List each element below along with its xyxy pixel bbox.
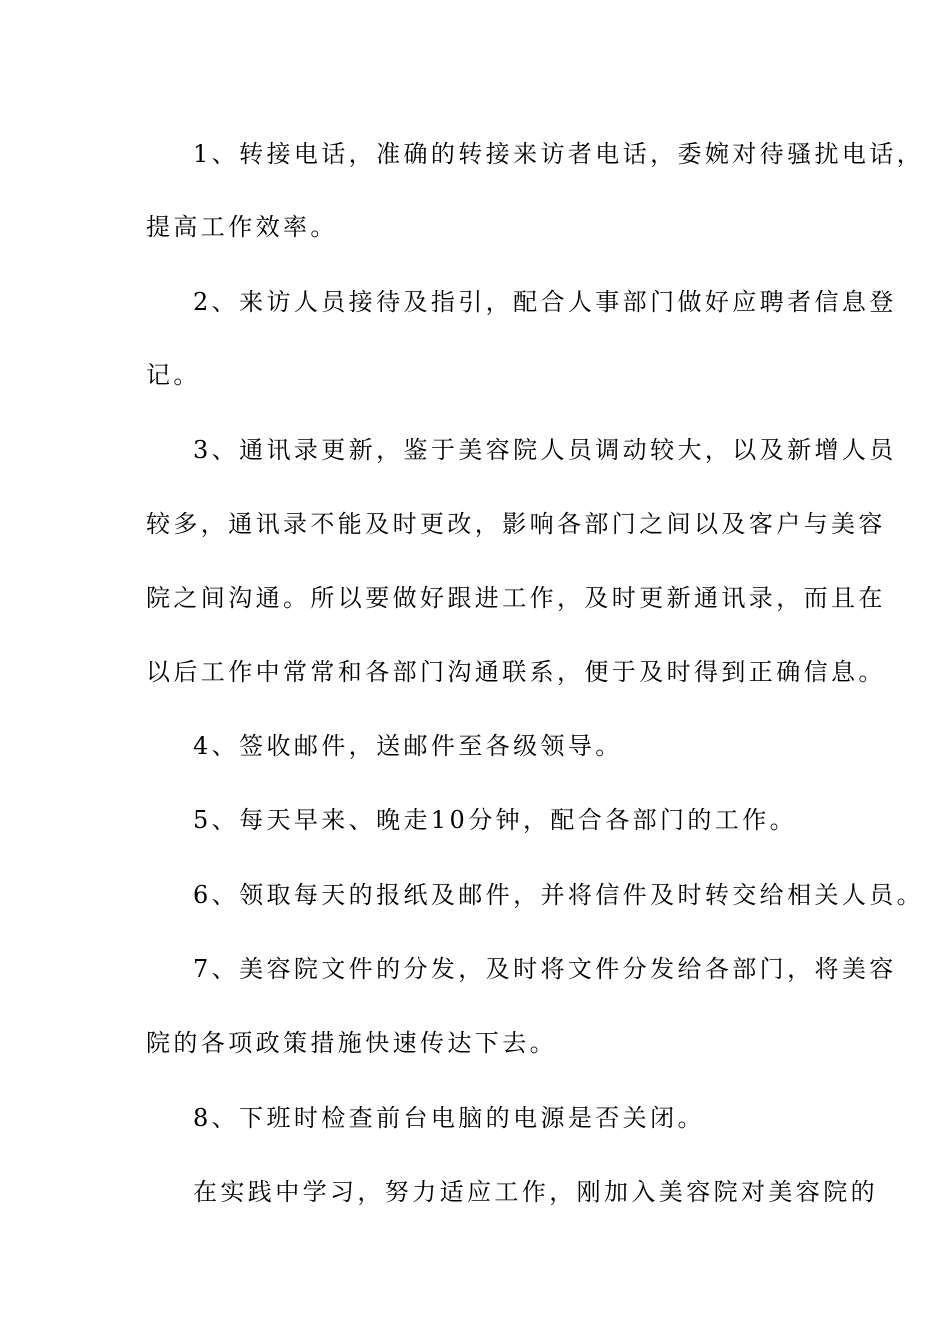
paragraph-2-line-2: 记。 [146, 361, 201, 389]
paragraph-5-line-1: 5、每天早来、晚走10分钟，配合各部门的工作。 [193, 806, 798, 834]
paragraph-7-line-2: 院的各项政策措施快速传达下去。 [146, 1029, 557, 1057]
paragraph-7-line-1: 7、美容院文件的分发，及时将文件分发给各部门，将美容 [193, 955, 897, 983]
paragraph-3-line-2: 较多，通讯录不能及时更改，影响各部门之间以及客户与美容 [146, 510, 886, 538]
paragraph-3-line-3: 院之间沟通。所以要做好跟进工作，及时更新通讯录，而且在 [146, 584, 886, 612]
paragraph-1-line-1: 1、转接电话，准确的转接来访者电话，委婉对待骚扰电话， [193, 140, 925, 168]
paragraph-8-line-1: 8、下班时检查前台电脑的电源是否关闭。 [193, 1104, 705, 1132]
paragraph-4-line-1: 4、签收邮件，送邮件至各级领导。 [193, 732, 623, 760]
paragraph-3-line-4: 以后工作中常常和各部门沟通联系，便于及时得到正确信息。 [146, 658, 886, 686]
paragraph-3-line-1: 3、通讯录更新，鉴于美容院人员调动较大，以及新增人员 [193, 436, 897, 464]
paragraph-6-line-1: 6、领取每天的报纸及邮件，并将信件及时转交给相关人员。 [193, 881, 925, 909]
paragraph-9-line-1: 在实践中学习，努力适应工作，刚加入美容院对美容院的 [193, 1178, 878, 1206]
paragraph-2-line-1: 2、来访人员接待及指引，配合人事部门做好应聘者信息登 [193, 288, 897, 316]
paragraph-1-line-2: 提高工作效率。 [146, 213, 338, 241]
